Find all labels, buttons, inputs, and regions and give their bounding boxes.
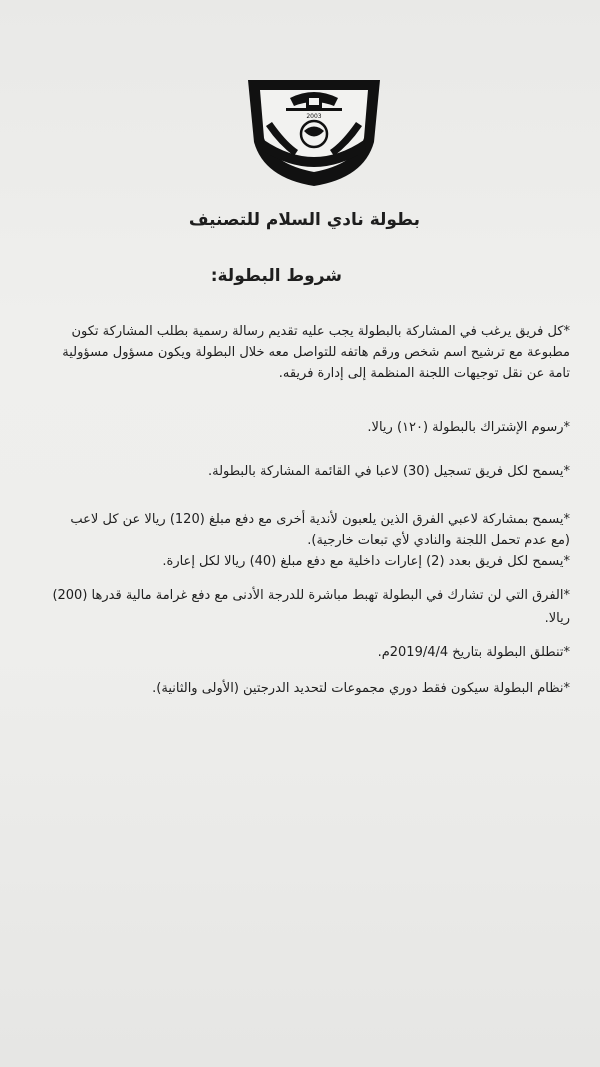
rule-6-line-1: *الفرق التي لن تشارك في البطولة تهبط مباشرة للدرجة الأدنى مع دفع غرامة مالية قدرها (200) bbox=[52, 588, 570, 603]
rule-1-line-3: تامة عن نقل توجيهات اللجنة المنظمة إلى إدارة فريقه. bbox=[278, 366, 570, 381]
rule-1-line-1: *كل فريق يرغب في المشاركة بالبطولة يجب عليه تقديم رسالة رسمية بطلب المشاركة تكون bbox=[71, 324, 570, 339]
rule-7: *تنطلق البطولة بتاريخ 2019/4/4م. bbox=[377, 645, 570, 660]
logo-year: 2003 bbox=[306, 113, 322, 120]
rule-4-line-1: *يسمح بمشاركة لاعبي الفرق الذين يلعبون لأندية أخرى مع دفع مبلغ (120) ريالا عن كل لاعب bbox=[70, 512, 570, 527]
rule-5: *يسمح لكل فريق بعدد (2) إعارات داخلية مع دفع مبلغ (40) ريالا لكل إعارة. bbox=[162, 554, 570, 569]
rule-3: *يسمح لكل فريق تسجيل (30) لاعبا في القائمة المشاركة بالبطولة. bbox=[207, 464, 570, 479]
club-logo bbox=[238, 76, 390, 188]
document-title: بطولة نادي السلام للتصنيف bbox=[188, 210, 420, 230]
conditions-heading: شروط البطولة: bbox=[210, 266, 342, 286]
rule-4-line-2: (مع عدم تحمل اللجنة والنادي لأي تبعات خارجية). bbox=[307, 533, 570, 548]
rule-1-line-2: مطبوعة مع ترشيح اسم شخص ورقم هاتفه للتواصل معه خلال البطولة ويكون مسؤول مسؤولية bbox=[62, 345, 570, 360]
rule-8: *نظام البطولة سيكون فقط دوري مجموعات لتحديد الدرجتين (الأولى والثانية). bbox=[152, 681, 570, 696]
rule-6-line-2: ريالا. bbox=[544, 611, 570, 626]
rule-2: *رسوم الإشتراك بالبطولة (١٢٠) ريالا. bbox=[367, 420, 570, 435]
